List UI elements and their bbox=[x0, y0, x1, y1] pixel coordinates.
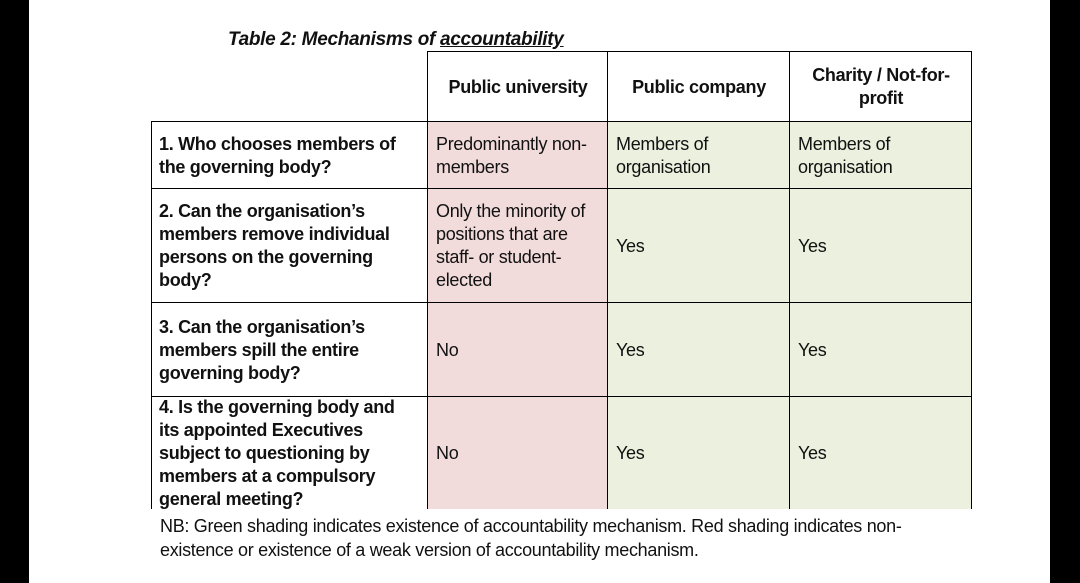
answer-1-university: Predominantly non-members bbox=[428, 122, 608, 189]
answer-3-university: No bbox=[428, 303, 608, 397]
grid-line bbox=[971, 51, 972, 509]
grid-line bbox=[607, 51, 608, 509]
right-dark-border bbox=[1050, 0, 1080, 583]
answer-3-charity: Yes bbox=[790, 303, 972, 397]
grid-line bbox=[151, 188, 972, 189]
answer-2-university: Only the minority of positions that are staff- or student-elected bbox=[428, 189, 608, 303]
answer-3-company: Yes bbox=[608, 303, 790, 397]
answer-2-company: Yes bbox=[608, 189, 790, 303]
question-3: 3. Can the organisation’s members spill the entire governing body? bbox=[159, 316, 365, 383]
left-dark-border bbox=[0, 0, 29, 583]
table-caption bbox=[228, 29, 564, 51]
answer-4-charity: Yes bbox=[790, 397, 972, 509]
grid-line bbox=[789, 51, 790, 509]
header-public-company: Public company bbox=[632, 76, 766, 97]
grid-line bbox=[151, 121, 152, 509]
caption-lead: Table 2: Mechanisms of bbox=[228, 29, 441, 50]
question-4: 4. Is the governing body and its appointed Executives subject to questioning by members at a compulsory general meeting? bbox=[159, 396, 395, 509]
grid-line bbox=[151, 121, 972, 122]
answer-2-charity: Yes bbox=[790, 189, 972, 303]
grid-line bbox=[151, 396, 972, 397]
answer-1-company: Members of organisation bbox=[608, 122, 790, 189]
header-charity: Charity / Not-for-profit bbox=[812, 65, 950, 108]
shading-note: NB: Green shading indicates existence of accountability mechanism. Red shading indicates non-existence or existence of a weak version of accountability mechanism. bbox=[160, 516, 902, 560]
grid-line bbox=[151, 302, 972, 303]
header-public-university: Public university bbox=[448, 76, 588, 97]
grid-line bbox=[428, 51, 972, 52]
caption-underlined: accountability bbox=[440, 29, 564, 50]
grid-line bbox=[427, 51, 428, 509]
answer-4-university: No bbox=[428, 397, 608, 509]
answer-4-company: Yes bbox=[608, 397, 790, 509]
answer-1-charity: Members of organisation bbox=[790, 122, 972, 189]
question-1: 1. Who chooses members of the governing body? bbox=[159, 133, 396, 177]
question-2: 2. Can the organisation’s members remove individual persons on the governing body? bbox=[159, 201, 390, 290]
